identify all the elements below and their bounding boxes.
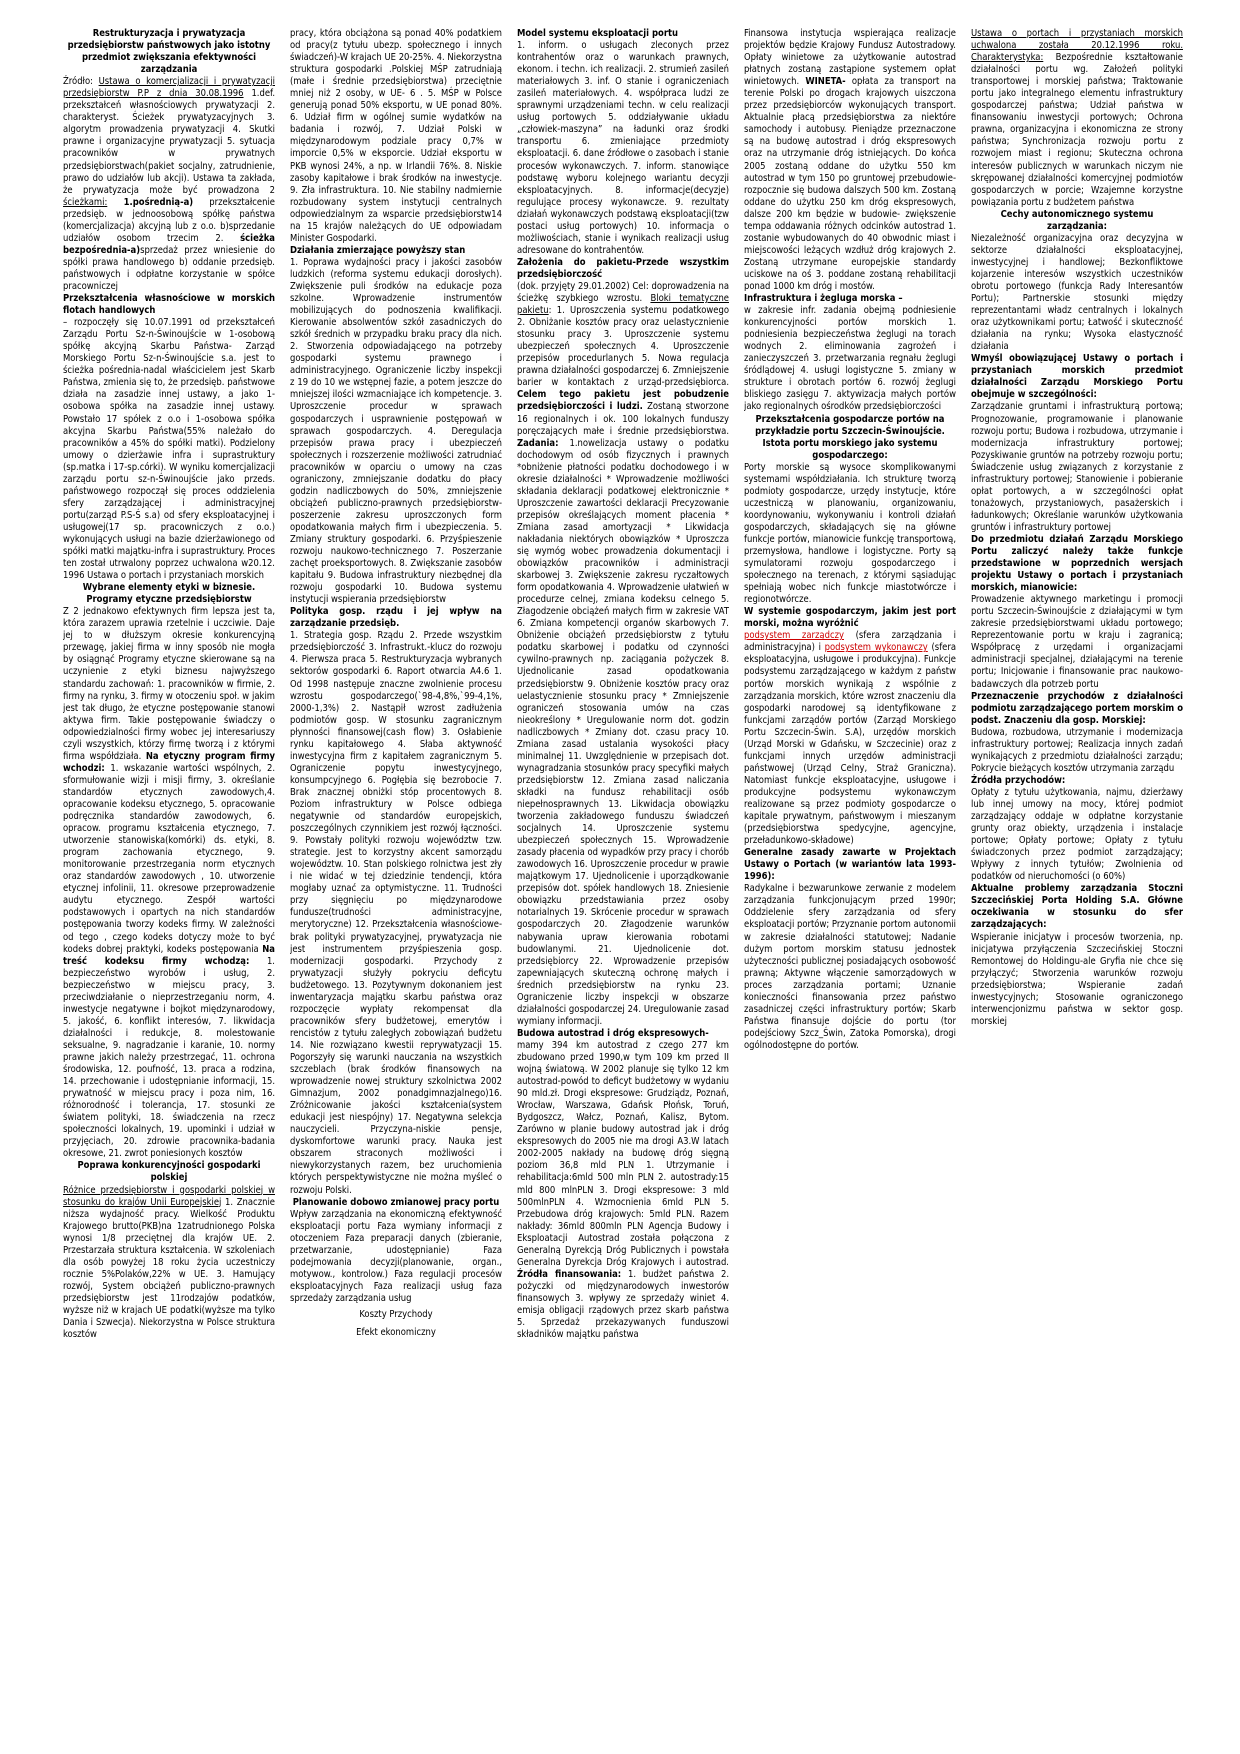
bold-ethics-program: Na etyczny program firmy wchodzi:: [63, 750, 275, 774]
section-title-revenue-sources: Źródła przychodów:: [971, 774, 1066, 786]
bold-package-goal: Celem tego pakietu jest pobudzenie przedsiębiorczości i ludzi.: [517, 389, 729, 413]
section-title-entrepreneurship: Założenia do pakietu-Przede wszystkim przedsiębiorczość: [517, 256, 729, 280]
paragraph-funding-sources: 1. budżet państwa 2. pożyczki od międzynarodowych inwestorów finansowych 3. wpływy ze sprzedaży winiet 4. emisja obligacji rządowych przez skarb państwa 5. Sprzedaż przekazywanych funduszowi składników majątku państwa: [517, 1268, 729, 1341]
bold-tasks: Zadania:: [517, 437, 559, 449]
paragraph-ownership: – rozpoczęły się 10.07.1991 od przekształceń Zarządu Portu Sz-n-Świnoujście w 1-osobową spółkę akcyjną Skarbu Państwa- Zarząd Morskiego Portu Sz-n-Świnoujście s.a. jest to ścieżka pośrednia-nadal właścicielem jest Skarb Państwa, zmienia się to, że przedsięb. państwowe działa na zasadzie innej ustawy, a jako 1-osobowa spółka na zasadzie innej ustawy. Powstało 17 spółek z o.o i 1-osobowa spółka akcyjna Skarbu Państwa(55% należało do pracowników a 45% do spółki matki). Podzielony umowy o dzierżawie infra i suprastruktury (sp.matka i 17-sp.córki). W wyniku komercjalizacji zarządu portu sz-n-Świnoujście jako przeds. państwowego rozpoczął się proces oddzielenia sfery zarządzającej i administracyjnej portu(zarząd P.S-Ś s.a) od sfery eksploatacyjnej i usługowej(17 sp. pracowniczych z o.o.) wykonujących usługi na bazie dzierżawionego od spółki matki majątku-infra i suprastruktury. Proces ten został utrwalony poprzez uchwalona w20.12. 1996 Ustawa o portach i przystaniach morskich: [63, 317, 275, 582]
paragraph-general-rules: Radykalne i bezwarunkowe zerwanie z modelem zarządzania funkcjonującym przed 1990r; Oddzielenie sfery zarządzania od sfery eksploatacji portów; Przyznanie portom autonomii w zakresie działalności statutowej; Nadanie dużym portom morskim statusu jednostek użyteczności publicznej posiadających osobowość prawną; Aktywne włączenie samorządowych w proces zarządzania portami; Uznanie konieczności finansowania przez państwo zasadniczej części infrastruktury portów; Skarb Państwa finansuje dojście do portu (tor podejściowy Szcz_Świn, Zatoka Pomorska), drogi ogólnodostępne do portów.: [744, 883, 956, 1051]
diagram-economic-effect: Efekt ekonomiczny: [356, 1327, 436, 1339]
paragraph-thematic-blocks: : 1. Uproszczenia systemu podatkowego 2. Obniżanie kosztów pracy oraz uelastycznienie stosunku pracy 3. Uproszczenie systemu ubezpieczeń społecznych 4. Uproszczenie przepisów procedurlanych 5. Nowa regulacja prawna działalności gospodarczej 6. Zmniejszenie barier w kontaktach z urząd-przedsiębiorca.: [517, 305, 729, 389]
paragraph-eu-differences: 1. Znacznie niższa wydajność pracy. Wielkość Produktu Krajowego brutto(PKB)na 1zatrudnionego Polska wynosi 1/8 przeciętnej dla krajów UE. 2. Przestarzała struktura kształcenia. W szkoleniach dla osób powyżej 18 roku życia uczestniczy rocznie 5%Polaków,22% w UE. 3. Hamujący rozwój, System obciążeń publiczno-prawnych przedsiębiorstw jest 11rodzajów podatków, wyższe niż w krajach UE podatki(wyższe ma tylko Dania i Szwecja). Niekorzystna w Polsce struktura kosztów: [63, 1196, 275, 1341]
paragraph-motorways: mamy 394 km autostrad z czego 277 km zbudowano przed 1990,w tym 109 km przed II wojną światową. W 2002 planuje się tylko 12 km autostrad-powód to deficyt budżetowy w wydaniu 90 mld.zł. Drogi ekspresowe: Grudziądz, Poznań, Wrocław, Warszawa, Gdańsk Płońsk, Toruń, Bydgoszcz, Wałcz, Poznań, Kalisz, Bytom. Zarówno w planie budowy autostrad jak i dróg ekspresowych do 2005 nie ma drogi A3.W latach 2002-2005 nakłady na budowę dróg sięgną poziom 36,8 mld PLN 1. Utrzymanie i rehabilitacja:6mld 500 mln PLN 2. autostrady:15 mld 800 mlnPLN 3. Drogi ekspresowe: 3 mld 500mlnPLN 4. Wzmocnienia 6mld PLN 5. Przebudowa dróg krajowych: 5mld PLN. Razem nakłady: 36mld 800mln PLN Agencja Budowy i Eksploatacji Autostrad została połączona z Generalną Dyrekcją Dróg Publicznych i powstała Generalna Dyrekcja Dróg Krajowych i autostrad.: [517, 1039, 729, 1268]
bold-funding-sources: Źródła finansowania:: [517, 1268, 622, 1280]
paragraph-indirect: przekształcenie przedsięb. w jednoosobową spółkę państwa (komercjalizacja) akcyjną lub z o.o. b)sprzedanie udziałów osobom trzecim 2.: [63, 196, 275, 244]
column-3: [517, 28, 729, 1728]
paragraph-privatization: 1.def. przekształceń własnościowych prywatyzacji 2. charakteryst. Ścieżek prywatyzacyjnych 3. algorytm prowadzenia prywatyzacji 4. Skutki prawne i organizacyjne prywatyzacji 5. sytuacja pracowników w prywatnych przedsiębiorstwach(pakiet socjalny, zatrudnienie, prawo do udziałów lub akcji). Ustawa ta zakłada, że prywatyzacja może być prowadzona 2: [63, 88, 275, 196]
highlight-executive-subsystem: podsystem wykonawczy: [824, 642, 928, 654]
section-title-government-policy: Polityka gosp. rządu i jej wpływ na zarządzanie przedsięb.: [290, 606, 502, 630]
document-page: [63, 28, 1183, 1728]
paragraph-road-fund: Finansowa instytucja wspierająca realizacje projektów będzie Krajowy Fundusz Autostradowy. Opłaty winietowe za użytkowanie autostrad płatnych zostaną zastąpione systemem opłat winietowych.: [744, 28, 956, 88]
paragraph-port-transformation: Porty morskie są wysoce skomplikowanymi systemami współdziałania. Ich strukturę tworzą podmioty gospodarcze, urzędy instytucje, które uczestniczą w planowaniu, organizowaniu, koordynowaniu, wykonywaniu i kontroli działań gospodarczych, składających się na główne funkcje portów, mianowicie funkcję transportową, przemysłowa, handlowe i logistyczne. Porty są symulatorami rozwoju gospodarczego i społecznego na terenach, z którymi sąsiadując spełniają wobec nich funkcje miastotwórcze i regionotwórcze.: [744, 461, 956, 606]
paragraph-maritime: w zakresie infr. zadania obejmą podniesienie konkurencyjności portów morskich 1. podniesienia bezpieczeństwa żeglugi na torach wodnych 2. eliminowania zagrożeń i zanieczyszczeń 3. przetwarzania regnału żeglugi śródlądowej 4. usługi logistyczne 5. zmiany w strukture i obrotach portów 6. rozwój żeglugi bliskiego zasięgu 7. aktywizacja małych portów jako regionalnych ośrodków przedsiębiorczości: [744, 305, 956, 413]
link-eu-differences[interactable]: Różnice przedsiębiorstw i gospodarki polskiej w stosunku do krajów Unii Europejskiej: [63, 1184, 275, 1208]
paragraph-subsystems: (sfera zarządzania i administracyjna) i: [744, 630, 956, 654]
column-5: [971, 28, 1183, 1728]
section-title-restructuring: Restrukturyzacja i prywatyzacja przedsiębiorstw państwowych jako istotny przedmiot zwiększania efektywności zarządzania: [67, 28, 271, 76]
paragraph-ethics-program: 1. wskazanie wartości wspólnych, 2. sformułowanie wizji i misji firmy, 3. określanie standardów etycznych zawodowych,4. opracowanie kodeksu etycznego, 5. opracowanie podręcznika standardów zawodowych, 6. opracow. programu kształcenia etycznego, 7. utworzenie stanowiska(komórki) ds. etyki, 8. program zachowania etycznego, 9. monitorowanie przestrzegania norm etycznych oraz standardów zawodowych , 10. utworzenie etycznej infolinii, 11. okresowe przeprowadzenie audytu etycznego. Zespół wartości podstawowych i opartych na nich standardów postępowania tworzy kodeks firmy. W zależności od tego , czego kodeks dotyczy może to być kodeks dobrej praktyki, kodeks postępowania: [63, 762, 275, 955]
section-title-revenue-allocation: Przeznaczenie przychodów z działalności podmiotu zarządzającego portem morskim o podst. Znaczeniu dla gosp. Morskiej:: [971, 690, 1183, 726]
bold-vignette: WINETA-: [805, 76, 846, 88]
section-title-port-transformation: Przekształcenia gospodarcze portów na przykładzie portu Szczecin-Świnoujście. Istota portu morskiego jako systemu gospodarczego:: [755, 413, 945, 461]
section-title-actions: Działania zmierzające powyższy stan: [290, 244, 466, 256]
column-2: [290, 28, 502, 1728]
paragraph-port-authority-scope: Zarządzanie gruntami i infrastrukturą portową; Prognozowanie, programowanie i planowanie rozwoju portu; Budowa i rozbudowa, utrzymanie i modernizacja infrastruktury portowej; Pozyskiwanie gruntów na potrzeby rozwoju portu; Świadczenie usług związanych z korzystanie z infrastruktury portowej; Stanowienie i pobieranie opłat portowych, a w szczególności opłat tonażowych, przystaniowych, pasażerskich i ładunkowych; Określanie warunków użytkowania gruntów i infrastruktury portowej: [971, 401, 1183, 533]
link-ports-act[interactable]: Ustawa o portach i przystaniach morskich uchwalona została 20.12.1996 roku. Charakterystyka:: [971, 28, 1183, 64]
paragraph-port-model: 1. inform. o usługach zleconych przez kontrahentów oraz o warunkach prawnych, ekonom. i techn. ich realizacji. 2. strumień zasileń materiałowych 3. inf. O stanie i ograniczeniach zasileń materiałowych. 4. współpraca ludzi ze sprawnymi urządzeniami techn. w celu realizacji usług portowych 5. oddziaływanie układu „człowiek-maszyna” na ładunki oraz środki transportu 6. zmieniające przedmioty eksploatacji. 6. dane źródłowe o zasobach i stanie procesów wykonawczych. 7. inform. stanowiące podstawę wyboru kolejnego wariantu decyzji eksploatacyjnych. 8. informacje(decyzje) regulujące procesy wykonawcze. 9. rezultaty działań wykonawczych podstawą eksploatacji(tzw postaci usług portowych) 10. informacja o możliwościach, stanie i wynikach realizacji usług adresowane do kontrahentów.: [517, 40, 729, 256]
paragraph-entrepreneurship: (dok. przyjęty 29.01.2002) Cel: doprowadzenia na ścieżkę szybkiego wzrostu.: [517, 280, 729, 305]
section-title-port-planning: Planowanie dobowo zmianowej pracy portu: [292, 1196, 500, 1208]
column-4: [744, 28, 956, 1728]
source-link-act[interactable]: Ustawa o komercjalizacji i prywatyzacji przedsiębiorstw P.P z dnia 30.08.1996: [63, 76, 275, 100]
paragraph-revenue-sources: Opłaty z tytułu użytkowania, najmu, dzierżawy lub innej umowy na mocy, której podmiot zarządzający oddaje w odpłatne korzystanie grunty oraz obiekty, urządzenia i instalacje portowe; Opłaty portowe; Opłaty z tytułu świadczonych przez podmiot zarządzający; Wpływy z innych tytułów; Zwolnienia od podatków od nieruchomości (o 60%): [971, 786, 1183, 883]
source-label: Źródło:: [63, 76, 99, 88]
column-1: [63, 28, 275, 1728]
link-thematic-blocks[interactable]: Bloki tematyczne pakietu: [517, 293, 729, 317]
section-title-maritime: Infrastruktura i żegluga morska –: [744, 293, 903, 305]
paragraph-labor-costs: pracy, która obciążona są ponad 40% podatkiem od pracy(z tytułu ubezp. społecznego i innych świadczeń)-W krajach UE 20-25%. 4. Niekorzystna struktura gospodarki .Polskiej MŚP zatrudniają (małe i średnie przedsiębiorstwa) przeciętnie mniej niż 2 osoby, w UE- 6 . 5. MŚP w Polsce generują ponad 50% eksportu, w UE ponad 80%. 6. Udział firm w ogólnej sumie wydatków na badania i rozwój, 7. Udział Polski w międzynarodowym podziale pracy 0,7% w imporcie 0,5% w eksporcie. Udział eksportu w PKB wynosi 24%, a np. w Irlandii 76%. 8. Niskie zasoby kapitałowe i brak środków na inwestycje. 9. Zła infrastruktura. 10. Nie stabilny nadmiernie rozbudowany system instytucji centralnych odpowiedzialnym za wsparcie przedsiębiorstw14 na 15 krajów należących do UE odpowiadam Minister Gospodarki.: [290, 28, 502, 244]
paragraph-actions: 1. Poprawa wydajności pracy i jakości zasobów ludzkich (reforma systemu edukacji dorosłych). Zwiększenie puli środków na edukacje poza szkolne. Wprowadzenie instrumentów mobilizujących do podnoszenia kwalifikacji. Kierowanie absolwentów szkół zasadniczych do szkół średnich w przypadku braku pracy dla nich. 2. Stworzenia odpowiadającego na potrzeby gospodarki systemu prawnego i administracyjnego. Ograniczenie liczby inspekcji z 19 do 10 we wstępnej fazie, a potem jeszcze do mniejszej ilości wzmacniające ich kompetencje. 3. Uproszczenie procedur w sprawach gospodarczych i usprawnienie postępowań w sprawach gospodarczych. 4. Deregulacja przepisów prawa pracy i ubezpieczeń społecznych i rozszerzenie możliwości zatrudniać pracowników w oparciu o umowy na czas ograniczony, zmniejszanie dodatku do płacy godzin nadliczbowych do 50%, zmniejszenie obciążeń publiczno-prawnych przedsiębiorstw-poszerzenie zakresu uproszczonych form opodatkowania małych firm i ubezpieczenia. 5. Zmiany struktury gospodarki. 6. Przyśpieszenie rozwoju naukowo-technicznego 7. Poszerzanie zachęt proeksportowych. 8. Zwiększanie zasobów kapitału 9. Budowa infrastruktury niezbędnej dla rozwoju gospodarki 10. Budowa systemu instytucji wspierania przedsiębiorstw: [290, 256, 502, 606]
paragraph-code-contents: 1. bezpieczeństwo wyrobów i usług, 2. bezpieczeństwo w miejscu pracy, 3. przeciwdziałanie o nieprzestrzeganiu norm, 4. inwestycje negatywne i bojkot międzynarodowy, 5. jakość, 6. konflikt interesów, 7. likwidacja działalności i redukcje, 8. molestowanie seksualne, 9. nagradzanie i karanie, 10. normy prawne jakich należy przestrzegać, 11. ochrona środowiska, 12. poufność, 13. praca a rodzina, 14. przechowanie i udostępnianie informacji, 15. prywatność w miejscu pracy i poza nim, 16. różnorodność i tolerancja, 17. stosunki ze światem polityki, 18. świadczenia na rzecz społeczności lokalnych, 19. upominki i udział w przyjęciach, 20. zdrowie pracownika-badania okresowe, 21. zwrot poniesionych kosztów: [63, 955, 275, 1160]
paragraph-autonomous-system: Niezależność organizacyjna oraz decyzyjna w sektorze działalności eksploatacyjnej, inwestycyjnej i handlowej; Bezkonfliktowe kojarzenie interesów wszystkich uczestników obrotu portowego (funkcja Rady Interesantów Portu); Partnerskie stosunki między reprezentantami władz centralnych i lokalnych oraz użytkownikami portu; Łatwość i skuteczność działania na rynku; Wysoka elastyczność działania: [971, 232, 1183, 353]
section-title-shipyard-problems: Aktualne problemy zarządzania Stoczni Szczecińskiej Porta Holding S.A. Główne oczekiwania w stosunku do sfer zarządzających:: [971, 883, 1183, 931]
section-title-port-system: W systemie gospodarczym, jakim jest port morski, można wyróżnić: [744, 606, 956, 630]
diagram-costs-revenues: Koszty Przychody: [359, 1308, 433, 1320]
paragraph-vignette: opłata za transport na terenie Polski po drogach krajowych uiszczona przez przedsiębiorców wykonujących transport. Aktualnie płacą przedsiębiorstwa za niektóre samochody i autobusy. Pieniądze przeznaczone są na budowę autostrad i dróg ekspresowych oraz na utrzymanie dróg istniejących. Do końca 2005 zostaną oddane do użytku 550 km autostrad w tym 150 po gruntowej przebudowie- rozpocznie się budowa dalszych 500 km. Zostaną oddane do użytku 250 km dróg ekspresowych, dalsze 200 km będzie w budowie- zwiększenie tempa oddawania różnych odcinków autostrad 1. zostanie wybudowanych do 40 obwodnic miast i miejscowości leżących wzdłuż dróg krajowych 2. Zostaną utrzymane europejskie standardy uciskowe na oś 3. poddane zostaną rehabilitacji ponad 1000 km dróg i mostów.: [744, 76, 956, 292]
paragraph-tasks: 1.nowelizacja ustawy o podatku dochodowym od osób fizycznych i prawnych *obniżenie płatności podatku dochodowego i w okresie działalności * Wprowadzenie możliwości składania deklaracji podatkowej elektronicznie * Uproszczenie zawartości deklaracji Precyzowanie przepisów określających moment płacenia * Zmiana zasad amortyzacji * Likwidacja nakładania niektórych obowiązków * Uproszcza się wymóg wobec prowadzenia dokumentacji i obowiązków pracowników i administracji skarbowej 3. Zwiększenie zakresu ryczałtowych form opodatkowania 4. Wprowadzenie ułatwień w procedurze celnej, zmiana kodeksu celnego 5. Złagodzenie obciążeń małych firm w zakresie VAT 6. Zmiana kompetencji organów skarbowych 7. Obniżenie obciążeń przedsiębiorstw z tytułu podatku skarbowej i podatku od czynności cywilno-prawnych np. zaciągania pożyczek 8. Ujednolicanie zasad opodatkowania przedsiębiorstw 9. Obniżenie kosztów pracy oraz uelastycznienie stosunku pracy * Zmniejszenie ograniczeń stosowania umów na czas nieokreślony * Uregulowanie norm dot. godzin nadliczbowych * Zmiany dot. czasu pracy 10. Zmiana zasad ustalania wysokości płacy minimalnej 11. Uwzględnienie w przepisach dot. wynagradzania stosunków pracy specyfiki małych przedsiębiorstw 12. Zmiana zasad naliczania składki na fundusz rehabilitacji osób niepełnosprawnych 13. Likwidacja obowiązku tworzenia zakładowego funduszu świadczeń socjalnych 14. Uproszczenie systemu ubezpieczeń społecznych 15. Wprowadzenie zasady płacenia od wypadków przy pracy i chorób zawodowych 16. Uproszczenie procedur w prawie majątkowym 17. Ujednolicenie i uporządkowanie przepisów dot. spółek handlowych 18. Zniesienie obowiązku przedstawiania przez osoby notarialnych 19. Skrócenie procedur w sprawach gospodarczych 20. Złagodzenie warunków nabywania upraw kierowania robotami budowlanymi. 21. Ujednolicenie dot. przedsiębiorcy 22. Wprowadzenie przepisów zapewniających skuteczną ochronę małych i średnich przedsiębiorstw na rynku 23. Ograniczenie liczby inspekcji w obszarze działalności gospodarczej 24. Uregulowanie zasad wymiany informacji.: [517, 437, 729, 1027]
paragraph-ethics: Z 2 jednakowo efektywnych firm lepsza jest ta, która zarazem uprawia rzetelnie i uczciwie. Daje jej to w dłuższym okresie konkurencyjną przewagę, jakiej firma w inny sposób nie mogła by osiągnąć Programy etyczne skierowane są na uczynienie z etyki biznesu najwyższego standardu zachowań: 1. pracowników w firmie, 2. firmy na rynku, 3. firmy w otoczeniu społ. w jakim jest tak długo, że etyczne postępowanie stanowi aktywa firm. Takie postępowanie świadczy o odpowiedzialności firmy wobec jej interesariuszy czyli wszystkich, którzy firmę tworzą i z którymi firma współdziała.: [63, 606, 275, 762]
section-title-autonomous-system: Cechy autonomicznego systemu zarządzania:: [1000, 208, 1154, 232]
paragraph-funds: Zostaną stworzone 16 regionalnych i ok. 100 lokalnych funduszy poręczających małe i średnie przedsiębiorstwa.: [517, 401, 729, 437]
paragraph-port-planning: Wpływ zarządzania na ekonomiczną efektywność eksploatacji portu Faza wymiany informacji z otoczeniem Faza preparacji danych (zbieranie, przetwarzanie, udostępnianie) Faza podejmowania decyzji(planowanie, organ., motywow., kontrolow.) Faza regulacji procesów eksploatacyjnych Faza realizacji usług faza sprzedaży zarządzania usług: [290, 1208, 502, 1304]
section-title-competitiveness: Poprawa konkurencyjności gospodarki polskiej: [77, 1160, 261, 1184]
bold-direct: ścieżka bezpośrednia-a): [63, 232, 275, 256]
paragraph-subsystem-functions: (sfera eksploatacyjna, usługowe i produkcyjna). Funkcje podsystemu zarządzającego w każdym z państw portów morskich wynikają z wspólnie z zarządzania morskich, które wzrost znaczeniu dla gospodarki narodowej są identyfikowane z funkcjami zarządów portów (Zarząd Morskiego Portu Szczecin-Świn. S.A), urzędów morskich (Urząd Morski w Gdańsku, w Szczecinie) oraz z funkcjami innych urzędów administracji państwowej (Urząd Celny, Straż Graniczna). Natomiast funkcje eksploatacyjne, usługowe i produkcyjne podsystemu wykonawczym realizowane są przez podmioty gospodarcze o kapitale prywatnym, państwowym i mieszanym (przedsiębiorstwa spedycyjne, agencyjne, przeładunkowo-składowe): [744, 642, 956, 847]
section-title-port-model: Model systemu eksploatacji portu: [517, 28, 679, 39]
paragraph-direct: sprzedaż przez wniesienie do spółki prawa handlowego b) oddanie przedsięb. państwowych i odpłatne korzystanie w spółce pracowniczej: [63, 244, 275, 292]
paragraph-additional-functions: Prowadzenie aktywnego marketingu i promocji portu Szczecin-Świnoujście z działającymi w tym zakresie przedsiębiorstwami układu portowego; Reprezentowanie portu w kraju i zagranicą; Współpracę z urzędami i organizacjami administracji specjalnej, działającymi na terenie portu; Inicjowanie i finansowanie prac naukowo-badawczych dla potrzeb portu: [971, 594, 1183, 690]
paragraph-ports-act: Bezpośrednie kształtowanie działalności portu wg. Założeń polityki transportowej i morskiej państwa; Traktowanie portu jako integralnego elementu infrastruktury gospodarczej państwa; Udział państwa w finansowaniu inwestycji portowych; Ochrona prawna, organizacyjna i ekonomiczna ze strony państwa; Synchronizacja rozwoju portu z rozwojem miast i regionu; Skuteczna ochrona interesów publicznych w warunkach niczym nie skrępowanej działalności komercyjnej podmiotów gospodarczych w porcie; Wzajemne korzystne powiązania portu z budżetem państwa: [971, 52, 1183, 208]
link-paths[interactable]: ścieżkami:: [63, 196, 108, 208]
section-title-ethics: Wybrane elementy etyki w biznesie. Programy etyczne przedsiębiorstw: [82, 582, 256, 606]
bold-indirect: 1.pośrednią-a): [107, 196, 194, 208]
paragraph-revenue-allocation: Budowa, rozbudowa, utrzymanie i modernizacja infrastruktury portowej; Realizacja innych zadań wynikających z przedmiotu działalności zarządu; Pokrycie bieżących kosztów utrzymania zarządu: [971, 726, 1183, 774]
section-title-ownership: Przekształcenia własnościowe w morskich flotach handlowych: [63, 293, 275, 317]
highlight-management-subsystem: podsystem zarządczy: [744, 630, 844, 642]
section-title-port-authority-scope: Wmyśl obowiązującej Ustawy o portach i przystaniach morskich przedmiot działalności Zarządu Morskiego Portu obejmuje w szczególności:: [971, 353, 1183, 401]
section-title-motorways: Budowa autostrad i dróg ekspresowych-: [517, 1027, 709, 1039]
section-title-general-rules: Generalne zasady zawarte w Projektach Ustawy o Portach (w wariantów lata 1993-1996):: [744, 847, 956, 883]
section-title-additional-functions: Do przedmiotu działań Zarządu Morskiego Portu zaliczyć należy także funkcje przedstawione w poprzednich wersjach projektu Ustawy o portach i przystaniach morskich, mianowicie:: [971, 533, 1183, 594]
bold-code-contents: Na treść kodeksu firmy wchodzą:: [63, 943, 275, 967]
paragraph-shipyard-problems: Wspieranie inicjatyw i procesów tworzenia, np. inicjatywa przyłączenia Szczecińskiej Stoczni Remontowej do Holdingu-ale Gryfia nie chce się przyłączyć; Stworzenia warunków rozwoju przedsiębiorstwa; Wspieranie zadań inwestycyjnych; Stosowanie ograniczonego interwencjonizmu państwa w sektor gosp. morskiej: [971, 931, 1183, 1027]
paragraph-government-policy: 1. Strategia gosp. Rządu 2. Przede wszystkim przedsiębiorczość 3. Infrastrukt.-klucz do rozwoju 4. Pierwsza praca 5. Restrukturyzacja wybranych sektorów gospodarki 6. Raport otwarcia A4.6 1. Od 1998 następuje znaczne zwolnienie procesu wzrostu gospodarczego(`98-4,8%,`99-4,1%, 2000-1,3%) 2. Nastąpił wzrost zadłużenia podmiotów gosp. W stosunku zagranicznym płynności finansowej(cash flow) 3. Osłabienie rynku kapitałowego 4. Słaba aktywność inwestycyjna firm z kapitałem zagranicznym 5. Ograniczenie popytu inwestycyjnego, konsumpcyjnego 6. Pogłębia się bezrobocie 7. Brak znacznej obniżki stóp procentowych 8. Poziom infrastruktury w Polsce odbiega negatywnie od standardów europejskich, poszczególnych czynnikiem jest rozwój łączności. 9. Powstały polityki rozwoju województw tzw. strategie. Jest to korzystny akcent samorządu województw. 10. Stan polskiego rolnictwa jest zły i nie widać w tej dziedzinie tendencji, która mogłaby uznać za optymistyczne. 11. Trudności przy sięgnięciu po międzynarodowe fundusze(trudności administracyjne, merytoryczne) 12. Przekształcenia własnościowe-brak polityki prywatyzacyjnej, prywatyzacja nie jest instrumentem przyśpieszenia gosp. modernizacji gospodarki. Przychody z prywatyzacji służyły pokryciu deficytu budżetowego. 13. Pozytywnym dokonaniem jest inwentaryzacja majątku skarbu państwa oraz rozpoczęcie wypłaty rekompensat dla pracowników sfery budżetowej, emerytów i rencistów z tytułu zaległych zobowiązań budżetu 14. Nie rozwiązano kwestii reprywatyzacji 15. Pogorszyły się warunki nauczania na wszystkich szczeblach (brak środków finansowych na wprowadzenie nowej struktury szkolnictwa 2002 Gimnazjum, 2002 ponadgimnazjalnego)16. Zróżnicowanie jakości kształcenia(system edukacji jest niespójny) 17. Negatywna selekcja nauczycieli. Przyczyna-niskie pensje, dyskomfortowe warunki pracy. Nauka jest obszarem straconych możliwości i niewykorzystanych razem, bez uruchomienia których perspektywistyczne nie można myśleć o rozwoju Polski.: [290, 630, 502, 1196]
